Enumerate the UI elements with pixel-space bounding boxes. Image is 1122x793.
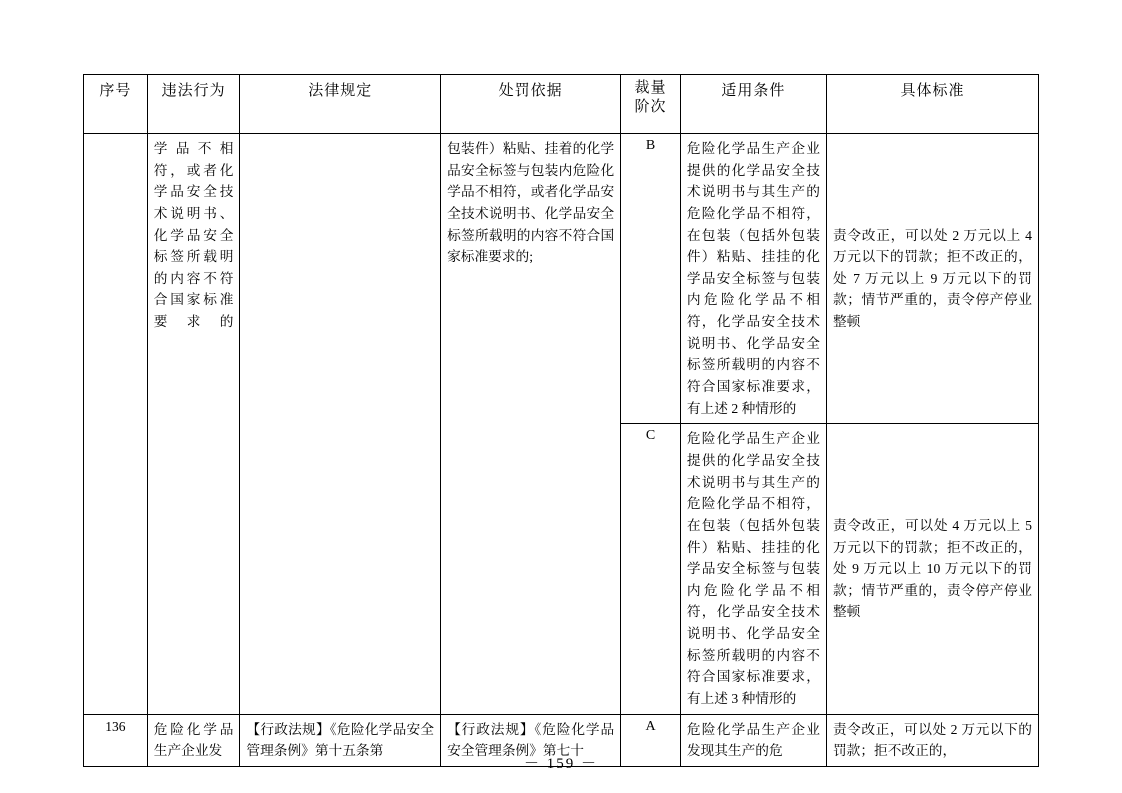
cell-standard-text: 责令改正，可以处 2 万元以下的罚款；拒不改正的，	[832, 721, 1032, 759]
cell-standard	[826, 134, 1038, 424]
page-number: － 159 －	[523, 756, 598, 772]
cell-violation-text: 学品不相符，或者化学品安全技术说明书、化学品安全标签所载明的内容不符合国家标准要求的	[153, 141, 234, 330]
table-body	[84, 134, 1039, 767]
column-header-violation: 违法行为	[147, 75, 240, 134]
cell-condition-text: 危险化学品生产企业提供的化学品安全技术说明书与其生产的危险化学品不相符，在包装（包括外包装件）粘贴、挂挂的化学品安全标签与包装内危险化学品不相符，化学品安全技术说明书、化学品安全标签所载明的内容不符合国家标准要求，有上述 2 种情形的	[686, 141, 820, 416]
cell-violation-text: 危险化学品生产企业发	[153, 721, 234, 759]
cell-basis	[441, 134, 621, 715]
table-header-row	[84, 75, 1039, 134]
cell-condition	[680, 134, 826, 424]
penalty-discretion-table	[83, 74, 1039, 767]
cell-condition-text: 危险化学品生产企业提供的化学品安全技术说明书与其生产的危险化学品不相符，在包装（包括外包装件）粘贴、挂挂的化学品安全标签与包装内危险化学品不相符，化学品安全技术说明书、化学品安全标签所载明的内容不符合国家标准要求，有上述 3 种情形的	[686, 431, 820, 707]
cell-seq: 136	[84, 714, 148, 766]
cell-seq	[84, 134, 148, 715]
cell-standard	[826, 424, 1038, 714]
cell-level: C	[621, 424, 681, 714]
column-header-level-line2: 阶次	[634, 98, 667, 115]
table-header	[84, 75, 1039, 134]
column-header-standard: 具体标准	[826, 75, 1038, 134]
cell-condition	[680, 424, 826, 714]
column-header-basis: 处罚依据	[441, 75, 621, 134]
cell-standard-text: 责令改正，可以处 2 万元以上 4 万元以下的罚款；拒不改正的，处 7 万元以上 9 万元以下的罚款；情节严重的，责令停产停业整顿	[832, 227, 1032, 330]
column-header-law: 法律规定	[240, 75, 441, 134]
column-header-level-line1: 裁量	[634, 80, 667, 96]
column-header-seq: 序号	[84, 75, 148, 134]
cell-basis-text: 包装件）粘贴、挂着的化学品安全标签与包装内危险化学品不相符，或者化学品安全技术说明书、化学品安全标签所载明的内容不符合国家标准要求的;	[447, 141, 615, 265]
cell-standard-text: 责令改正，可以处 4 万元以上 5 万元以下的罚款；拒不改正的，处 9 万元以上 10 万元以下的罚款；情节严重的，责令停产停业整顿	[832, 517, 1032, 620]
table-row	[84, 134, 1039, 424]
cell-law-text: 【行政法规】《危险化学品安全管理条例》第十五条第	[246, 721, 435, 759]
cell-violation	[147, 134, 240, 715]
cell-level: A	[621, 714, 681, 766]
cell-condition-text: 危险化学品生产企业发现其生产的危	[686, 721, 820, 759]
cell-law	[240, 134, 441, 715]
column-header-condition: 适用条件	[680, 75, 826, 134]
cell-level: B	[621, 134, 681, 424]
cell-basis-text: 【行政法规】《危险化学品安全管理条例》第七十	[447, 721, 615, 759]
column-header-level	[621, 75, 681, 134]
